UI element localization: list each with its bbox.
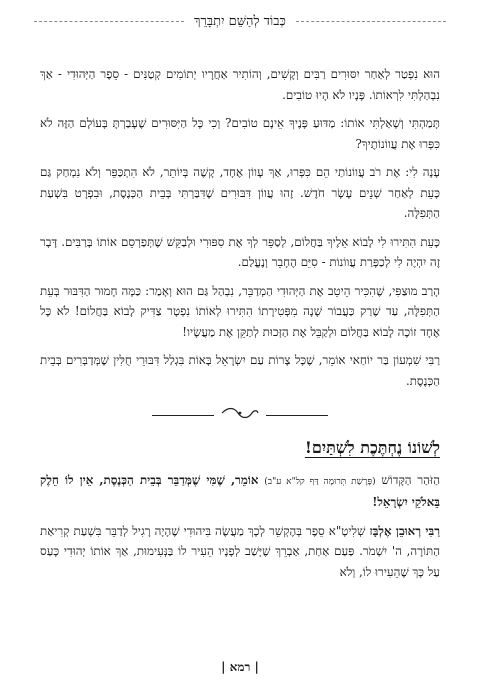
paragraph <box>40 470 440 513</box>
page-number: | רמא | <box>221 660 259 674</box>
paragraph: הָרַב מוּצַפִּי, שֶׁהִכִּיר הֵיטֵב אֶת הַיְּהוּדִי הַמְדַבֵּר, נִבְהַל גַּם הוּא וְאָמַר: כַּמָּה חָמוּר הַדִּבּוּר בְּעֵת הַתְּפִלָּה, עַד שֶׁרַק כַּעֲבוֹר שָׁנָה מִפְּטִירָתוֹ הִתִּירוּ לְאוֹתוֹ נִפְטָר צַדִּיק לָבוֹא בַּחֲלוֹם! לֹא כָּל אֶחָד זוֹכֶה לָבוֹא בַּחֲלוֹם וּלְקַבֵּל אֶת הַזְּכוּת לְתַקֵּן אֶת מַעֲשָׂיו! <box>40 283 440 339</box>
paragraph: תָּמַהְתִּי וְשָׁאַלְתִּי אוֹתוֹ: מַדּוּעַ פָּנֶיךָ אֵינָם טוֹבִים? וְכִי כָּל הַיִּסּוּרִים שֶׁעָבַרְתָּ בָּעוֹלָם הַזֶּה לֹא כִּפְּרוּ אֶת עֲווֹנוֹתֶיךָ? <box>40 116 440 151</box>
paragraph: הוּא נִפְטַר לְאַחַר יִסּוּרִים רַבִּים וְקָשִׁים, וְהוֹתִיר אַחֲרָיו יְתוֹמִים קְטַנִּים - סֵפֶר הַיְּהוּדִי - אַךְ נִבְהַלְתִּי לִרְאוֹתוֹ. פָּנָיו לֹא הָיוּ טוֹבִים. <box>40 67 440 102</box>
source-citation: (פָּרָשַׁת תְּרוּמָה דַּף קל"א ע"ב) <box>264 476 376 487</box>
page-body <box>40 64 440 590</box>
paragraph: רַבִּי שִׁמְעוֹן בַּר יוֹחַאי אוֹמֵר, שֶׁכָּל צָרוֹת עַם יִשְׂרָאֵל בָּאוֹת בִּגְלַל דִּבּוּרֵי חֻלִּין שֶׁמְּדַבְּרִים בְּבֵית הַכְּנֶסֶת. <box>40 353 440 388</box>
divider-line <box>152 415 214 416</box>
section-divider <box>40 405 440 426</box>
paragraph: עָנָה לִי: אֶת רֹב עֲווֹנוֹתַי הֵם כִּפְּרוּ, אַךְ עָווֹן אֶחָד, קָשֶׁה בְּיוֹתֵר, לֹא הִתְכַּפֵּר וְלֹא נִמְחַק גַּם כָּעֵת לְאַחַר שְׁנֵים עָשָׂר חֹדֶשׁ. זֶהוּ עֲווֹן דִּבּוּרִים שֶׁדִּבַּרְתִּי בְּבֵית הַכְּנֶסֶת, וּבִפְרָט בִּשְׁעַת הַתְּפִלָּה. <box>40 165 440 220</box>
flourish-icon <box>220 405 260 426</box>
rabbi-name: רַבִּי רְאוּבֵן אֶלְבָּז <box>369 523 441 538</box>
emphasized-text: אוֹמֵר, שֶׁמִּי שֶׁמְּדַבֵּר בְּבֵית הַכְּנֶסֶת, אֵין לוֹ חֵלֶק בֵּאלֹקֵי יִשְׂרָאֵל! <box>40 472 440 509</box>
section-heading: לְשׁוֹנוֹ נֶחְתֶּכֶת לִשְׁתַּיִם! <box>304 437 440 457</box>
source-name: הַזֹּהַר הַקָּדוֹשׁ <box>381 472 440 487</box>
paragraph-text: שְׁלִיטָ"א סֵפֶר בְּהֶקְשֵׁר לְכָךְ מַעֲשֶׂה בִּיהוּדִי שֶׁהָיָה רָגִיל לְדַבֵּר בִּשְׁעַת קְרִיאַת הַתּוֹרָה, ה' יִשְׁמֹר. פַּעַם אַחַת, אַבְרֵךְ שֶׁיָּשַׁב לְפָנָיו הֵעִיר לוֹ בַּנְּעִימוּת, אַךְ אוֹתוֹ יְהוּדִי כָּעַס עַל כָּךְ שֶׁהֵעִירוּ לוֹ, וְלֹא <box>40 523 440 579</box>
paragraph: כָּעֵת הִתִּירוּ לִי לָבוֹא אֵלֶיךָ בַּחֲלוֹם, לְסַפֵּר לְךָ אֶת סִפּוּרִי וּלְבַקֵּשׁ שֶׁתְּפַרְסֵם אוֹתוֹ בָּרַבִּים. דָּבָר זֶה יִהְיֶה לִי לְכַפָּרַת עֲווֹנוֹת - סִיֵּם הֶחָבֵר וְנֶעֱלַם. <box>40 234 440 269</box>
header-rule-right <box>296 21 446 22</box>
header-title: כְּבוֹד לְהַשֵּׁם יִתְבָּרֵךְ <box>194 14 286 29</box>
header-rule-left <box>34 21 184 22</box>
running-header <box>34 10 446 32</box>
divider-line <box>266 415 328 416</box>
paragraph <box>40 521 440 583</box>
